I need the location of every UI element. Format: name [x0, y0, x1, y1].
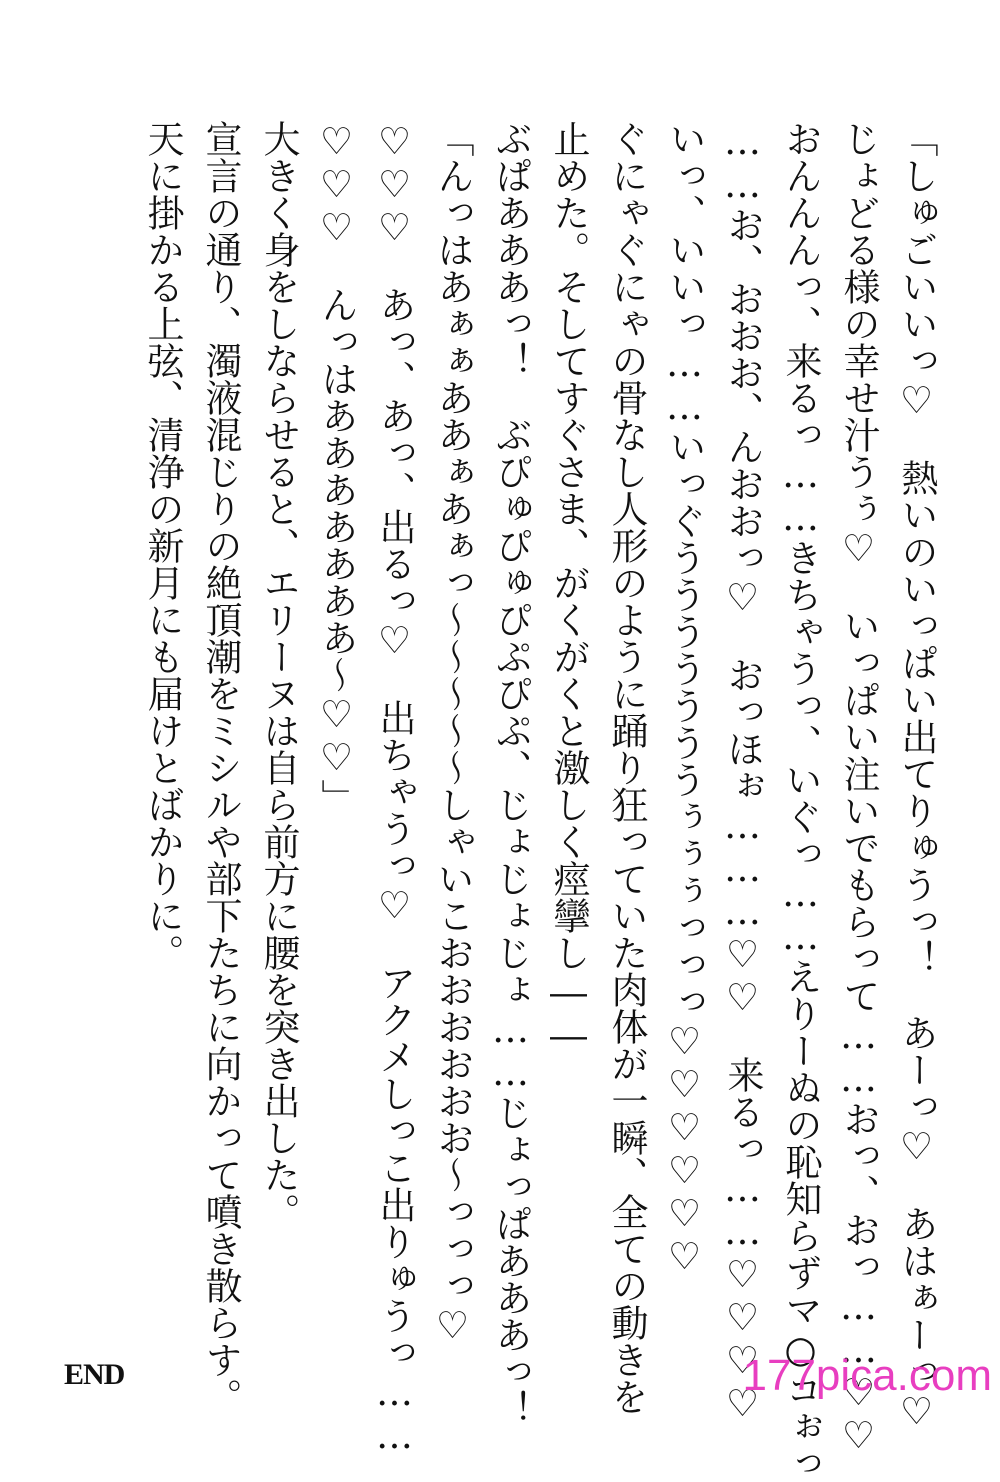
text-line-10: ♡♡♡ あっ、あっ、出るっ♡ 出ちゃうっ♡ アクメしっこ出りゅうっ……: [373, 120, 416, 1457]
text-line-11: ♡♡♡ んっはあああああああ～♡♡」: [315, 120, 358, 816]
text-line-4: ……お、おおお、んおおっ♡ おっほぉ………♡♡ 来るっ……♡♡♡♡: [721, 120, 764, 1425]
text-line-8: ぶぱあああっ！ ぶぴゅぴゅぴぷぴぷ、じょじょじょ……じょっぱあああっ！: [489, 120, 532, 1427]
text-line-7: 止めた。そしてすぐさま、がくがくと激しく痙攣し――: [547, 120, 590, 1057]
text-line-6: ぐにゃぐにゃの骨なし人形のように踊り狂っていた肉体が一瞬、全ての動きを: [605, 120, 648, 1415]
text-line-1: 「しゅごいいっ♡ 熱いのいっぱい出てりゅうっ！ あーっ♡ あはぁーっ♡: [895, 120, 938, 1433]
text-line-14: 天に掛かる上弦、清浄の新月にも届けとばかりに。: [141, 120, 184, 971]
text-line-5: いっ、いいっ……いっぐうううううううぅぅぅっっっ♡♡♡♡♡♡: [663, 120, 706, 1278]
text-line-9: 「んっはあぁぁああぁあぁっ～～～～～しゃいこおおおおおお～っっっ♡: [431, 120, 474, 1347]
text-line-2: じょどる様の幸せ汁うぅ♡ いっぱい注いでもらって……おっ、おっ……♡♡: [837, 120, 880, 1457]
text-line-12: 大きく身をしならせると、エリーヌは自ら前方に腰を突き出した。: [257, 120, 300, 1230]
end-label: END: [64, 1358, 125, 1391]
text-line-3: おんんんっ、来るっ……きちゃうっ、いぐっ……えりーぬの恥知らずマ○コぉっ: [779, 120, 822, 1482]
text-line-13: 宣言の通り、濁液混じりの絶頂潮をミシルや部下たちに向かって噴き散らす。: [199, 120, 242, 1415]
site-watermark: 177pica.com: [742, 1351, 992, 1400]
